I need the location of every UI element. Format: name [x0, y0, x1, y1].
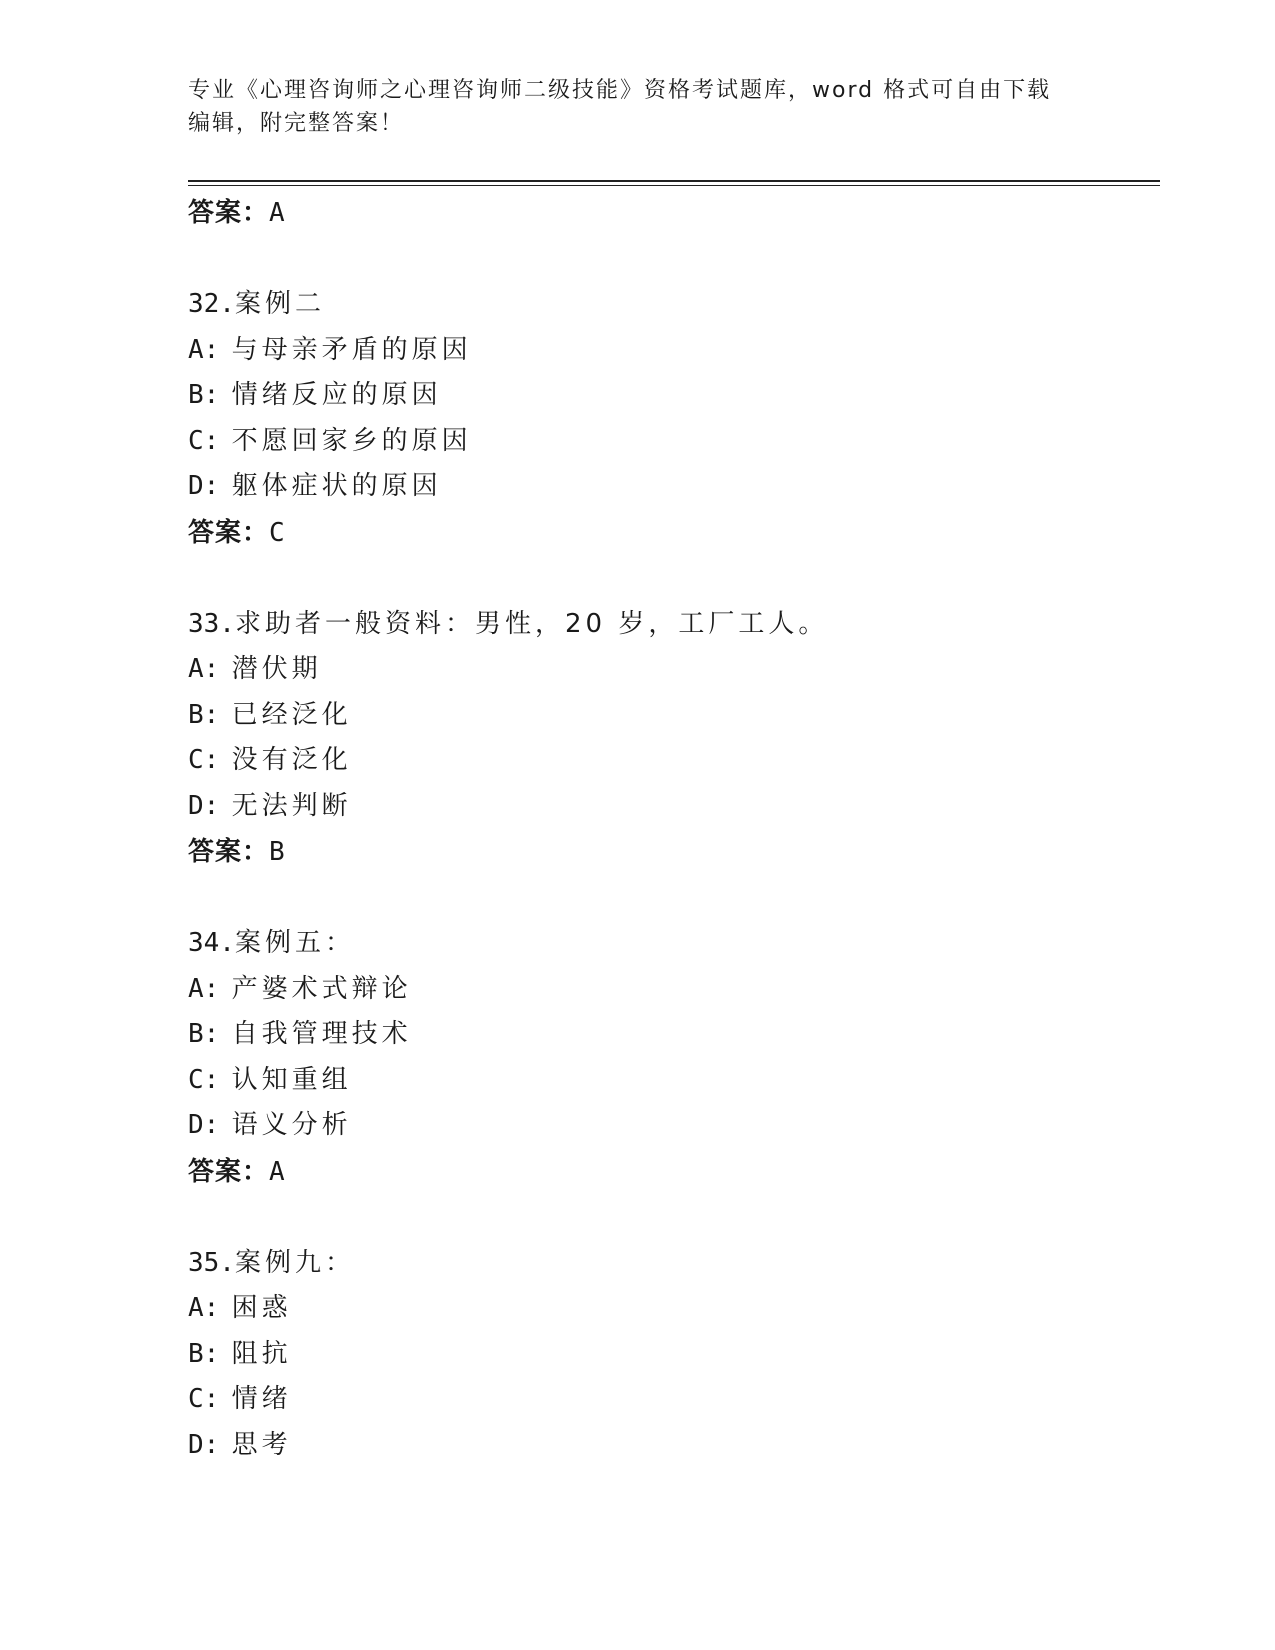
option-text: 潜伏期 [231, 654, 322, 684]
question-stem [188, 282, 1148, 328]
option-b [188, 693, 1148, 739]
answer-label: 答案： [188, 1156, 270, 1187]
option-label: D: [188, 790, 220, 821]
answer-line [188, 190, 1148, 236]
option-label: C: [188, 1064, 220, 1095]
option-label: C: [188, 425, 220, 456]
answer-value: A [269, 198, 286, 228]
option-c [188, 1058, 1148, 1104]
option-label: B: [188, 699, 220, 730]
option-label: D: [188, 1429, 220, 1460]
option-label: D: [188, 471, 220, 501]
option-label: A: [188, 654, 220, 684]
question-number: 32. [188, 289, 235, 319]
option-b [188, 1012, 1148, 1058]
option-label: B: [188, 1019, 220, 1049]
option-d [188, 464, 1148, 510]
option-c [188, 1377, 1148, 1423]
answer-line [188, 510, 1148, 556]
header-line-2: 编辑，附完整答案！ [188, 111, 405, 136]
question-text: 案例九： [234, 1247, 355, 1278]
answer-label: 答案： [188, 517, 270, 548]
question-block [188, 921, 1148, 1195]
option-text: 无法判断 [231, 790, 352, 821]
option-a [188, 1286, 1148, 1332]
option-b [188, 373, 1148, 419]
option-label: A: [188, 973, 220, 1004]
option-text: 阻抗 [231, 1338, 292, 1369]
question-text: 求助者一般资料：男性，20 岁，工厂工人。 [234, 608, 829, 639]
question-stem [188, 602, 1148, 648]
question-block [188, 1241, 1148, 1469]
option-d [188, 1103, 1148, 1149]
answer-value: C [269, 517, 286, 548]
question-block [188, 282, 1148, 556]
option-label: D: [188, 1110, 220, 1140]
answer-line [188, 1149, 1148, 1195]
question-number: 35. [188, 1247, 235, 1278]
option-b [188, 1332, 1148, 1378]
option-text: 思考 [231, 1429, 292, 1460]
option-c [188, 419, 1148, 465]
option-text: 躯体症状的原因 [231, 471, 442, 501]
option-label: B: [188, 1338, 220, 1369]
document-header [188, 74, 1088, 140]
option-label: A: [188, 334, 220, 365]
question-list [188, 190, 1148, 1468]
option-a [188, 967, 1148, 1013]
option-label: C: [188, 745, 220, 775]
question-text: 案例二 [234, 289, 325, 319]
answer-value: B [269, 837, 286, 867]
answer-label: 答案： [188, 198, 270, 228]
option-d [188, 784, 1148, 830]
option-text: 不愿回家乡的原因 [231, 425, 472, 456]
option-label: B: [188, 380, 220, 410]
answer-value: A [269, 1156, 286, 1187]
option-text: 认知重组 [231, 1064, 352, 1095]
option-a [188, 647, 1148, 693]
header-line-1: 专业《心理咨询师之心理咨询师二级技能》资格考试题库，word 格式可自由下载 [188, 78, 1052, 103]
option-text: 困惑 [231, 1293, 292, 1323]
question-stem [188, 1241, 1148, 1287]
question-stem [188, 921, 1148, 967]
option-text: 与母亲矛盾的原因 [231, 334, 472, 365]
header-divider [188, 180, 1160, 186]
option-c [188, 738, 1148, 784]
option-text: 语义分析 [231, 1110, 352, 1140]
answer-label: 答案： [188, 837, 270, 867]
question-block [188, 602, 1148, 876]
option-text: 情绪 [231, 1384, 292, 1414]
option-text: 情绪反应的原因 [231, 380, 442, 410]
question-number: 33. [188, 608, 235, 639]
option-a [188, 328, 1148, 374]
question-text: 案例五： [234, 928, 355, 958]
answer-line [188, 829, 1148, 875]
option-label: C: [188, 1384, 220, 1414]
option-text: 自我管理技术 [231, 1019, 412, 1049]
option-d [188, 1423, 1148, 1469]
question-number: 34. [188, 928, 235, 958]
option-text: 产婆术式辩论 [231, 973, 412, 1004]
option-label: A: [188, 1293, 220, 1323]
option-text: 没有泛化 [231, 745, 352, 775]
option-text: 已经泛化 [231, 699, 352, 730]
